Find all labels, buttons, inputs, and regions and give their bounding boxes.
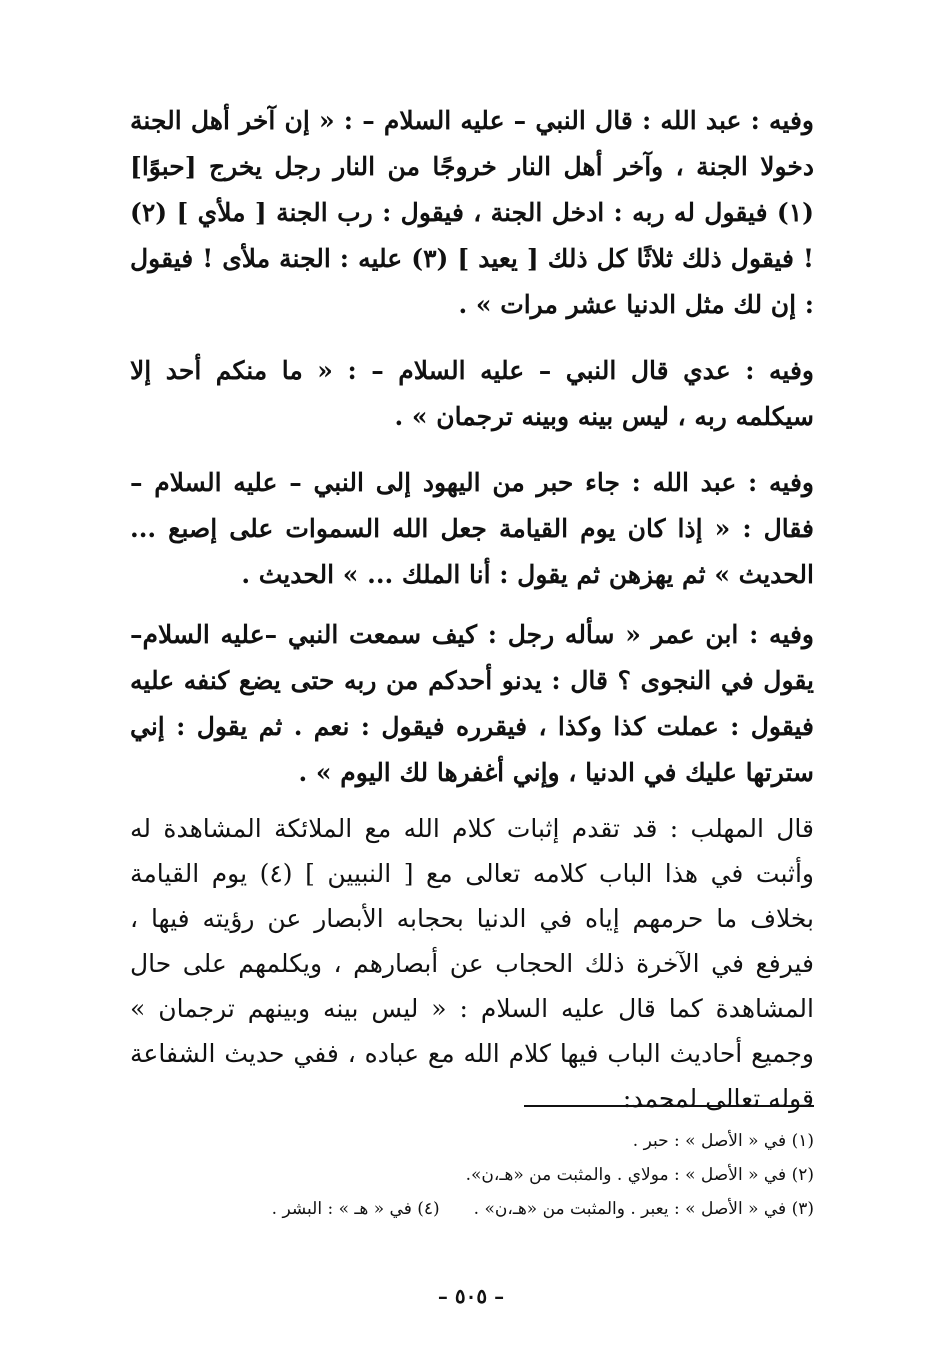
paragraph-hadith-no-translator: وفيه : عدي قال النبي – عليه السلام – : « ما منكم أحد إلا سيكلمه ربه ، ليس بينه وبينه ترجمان » .	[130, 356, 814, 431]
footnote-separator	[524, 1105, 814, 1107]
paragraph-commentary-muhallab: قال المهلب : قد تقدم إثبات كلام الله مع الملائكة المشاهدة له وأثبت في هذا الباب كلامه تعالى مع [ النبيين ] (٤) يوم القيامة بخلاف ما حرمهم إياه في الدنيا بحجابه الأبصار عن رؤيته فيها ، فيرفع في الآخرة ذلك الحجاب عن أبصارهم ، ويكلمهم على حال المشاهدة كما قال عليه السلام : « ليس بينه وبينهم ترجمان » وجميع أحاديث الباب فيها كلام الله مع عباده ، ففي حديث الشفاعة قوله تعالى لمحمد:	[130, 814, 814, 1113]
paragraph-hadith-rabbi-heavens-finger: وفيه : عبد الله : جاء حبر من اليهود إلى النبي – عليه السلام – فقال : « إذا كان يوم القيامة جعل الله السموات على إصبع ... الحديث » ثم يهزهن ثم يقول : أنا الملك ... » الحديث .	[130, 468, 814, 589]
paragraph-hadith-last-to-enter-paradise: وفيه : عبد الله : قال النبي – عليه السلام – : « إن آخر أهل الجنة دخولا الجنة ، وآخر أهل النار خروجًا من النار رجل يخرج [حبوًا] (١) فيقول له ربه : ادخل الجنة ، فيقول : رب الجنة [ ملأي ] (٢) ! فيقول ذلك ثلاثًا كل ذلك [ يعيد ] (٣) عليه : الجنة ملأى ! فيقول : إن لك مثل الدنيا عشر مرات » .	[130, 106, 814, 319]
footnote-4: (٤) في « هـ » : البشر .	[271, 1199, 440, 1219]
footnote-line-3-4	[130, 1192, 814, 1226]
page-number: – ٥٠٥ –	[437, 1284, 505, 1308]
footnote-3: (٣) في « الأصل » : يعبر . والمثبت من «هـ،ن» .	[473, 1199, 814, 1219]
footnote-2: (٢) في « الأصل » : مولاي . والمثبت من «هـ،ن».	[465, 1165, 814, 1185]
footnote-1: (١) في « الأصل » : حبر .	[632, 1131, 814, 1151]
footnotes	[130, 1124, 814, 1226]
paragraph-hadith-najwa: وفيه : ابن عمر « سأله رجل : كيف سمعت النبي –عليه السلام– يقول في النجوى ؟ قال : يدنو أحدكم من ربه حتى يضع كنفه عليه فيقول : عملت كذا وكذا ، فيقرره فيقول : نعم . ثم يقول : إني سترتها عليك في الدنيا ، وإني أغفرها لك اليوم » .	[130, 620, 814, 787]
